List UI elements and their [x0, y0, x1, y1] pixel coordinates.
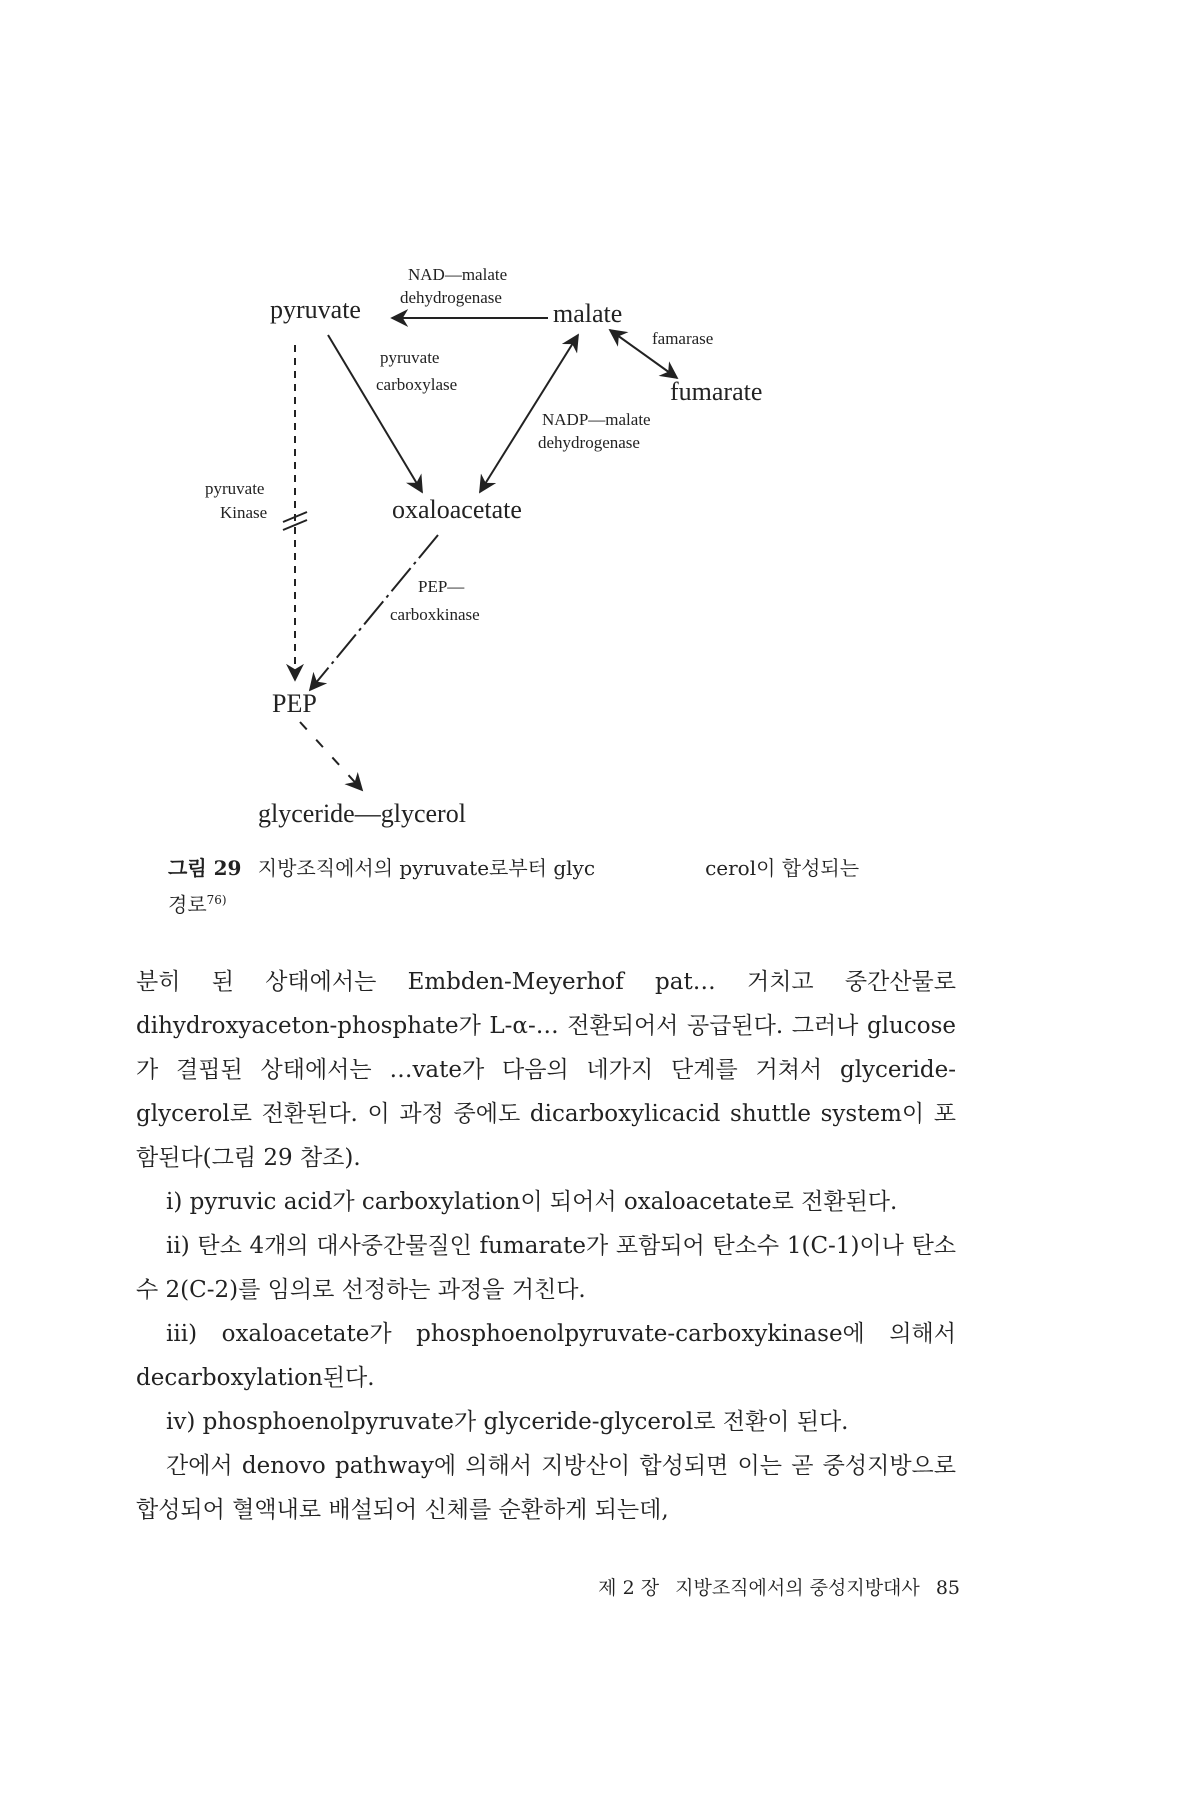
body-text [136, 960, 956, 1532]
enzyme-nadp-malate-line2: dehydrogenase [538, 433, 640, 452]
enzyme-pep-carboxykinase-line1: PEP— [418, 577, 465, 596]
page-footer [470, 1573, 960, 1600]
pathway-diagram [0, 0, 1200, 880]
enzyme-pyruvate-carboxylase-line1: pyruvate [380, 348, 440, 367]
enzyme-nadp-malate-line1: NADP—malate [542, 410, 651, 429]
node-malate: malate [553, 299, 623, 328]
enzyme-pep-carboxykinase-line2: carboxkinase [390, 605, 480, 624]
caption-text-b: cerol이 합성되는 [705, 856, 860, 880]
page-number: 85 [935, 1577, 960, 1599]
enzyme-pyruvate-carboxylase-line2: carboxylase [376, 375, 458, 394]
step-iii: iii) oxaloacetate가 phosphoenolpyruvate-carboxykinase에 의해서 decarboxylation된다. [136, 1321, 956, 1391]
enzyme-nad-malate-line1: NAD—malate [408, 265, 508, 284]
step-i: i) pyruvic acid가 carboxylation이 되어서 oxaloacetate로 전환된다. [166, 1189, 898, 1215]
paragraph-2: 간에서 denovo pathway에 의해서 지방산이 합성되면 이는 곧 중성지방으로 합성되어 혈액내로 배설되어 신체를 순환하게 되는데, [136, 1453, 956, 1523]
node-glyceride-glycerol: glyceride—glycerol [258, 799, 466, 828]
enzyme-fumarase: famarase [652, 329, 714, 348]
footer-title: 지방조직에서의 중성지방대사 [675, 1577, 920, 1599]
caption-reference: 76) [206, 893, 227, 907]
enzyme-nad-malate-line2: dehydrogenase [400, 288, 502, 307]
paragraph-1: 분히 된 상태에서는 Embden-Meyerhof pat… 거치고 중간산물로 dihydroxyaceton-phosphate가 L-α-… 전환되어서 공급된다. 그러나 glucose가 결핍된 상태에서는 …vate가 다음의 네가지 단계를 거쳐서 glyceride-glycerol로 전환된다. 이 과정 중에도 dicarboxylicacid shuttle system이 포함된다(그림 29 참조). [136, 969, 956, 1171]
enzyme-pyruvate-kinase-line2: Kinase [220, 503, 268, 522]
enzyme-pyruvate-kinase-line1: pyruvate [205, 479, 265, 498]
caption-text-a: 지방조직에서의 pyruvate로부터 glyc [257, 856, 596, 880]
caption-text-c: 경로 [168, 892, 207, 917]
step-ii: ii) 탄소 4개의 대사중간물질인 fumarate가 포함되어 탄소수 1(C-1)이나 탄소수 2(C-2)를 임의로 선정하는 과정을 거친다. [136, 1233, 956, 1303]
node-pyruvate: pyruvate [270, 295, 361, 324]
step-iv: iv) phosphoenolpyruvate가 glyceride-glycerol로 전환이 된다. [166, 1409, 849, 1435]
figure-caption [168, 852, 968, 921]
node-oxaloacetate: oxaloacetate [392, 495, 522, 524]
node-fumarate: fumarate [670, 377, 763, 406]
node-pep: PEP [272, 689, 317, 718]
footer-chapter: 제 2 장 [598, 1577, 660, 1599]
figure-label: 그림 29 [168, 856, 242, 880]
arrow-pep-to-glyceride [300, 722, 362, 790]
